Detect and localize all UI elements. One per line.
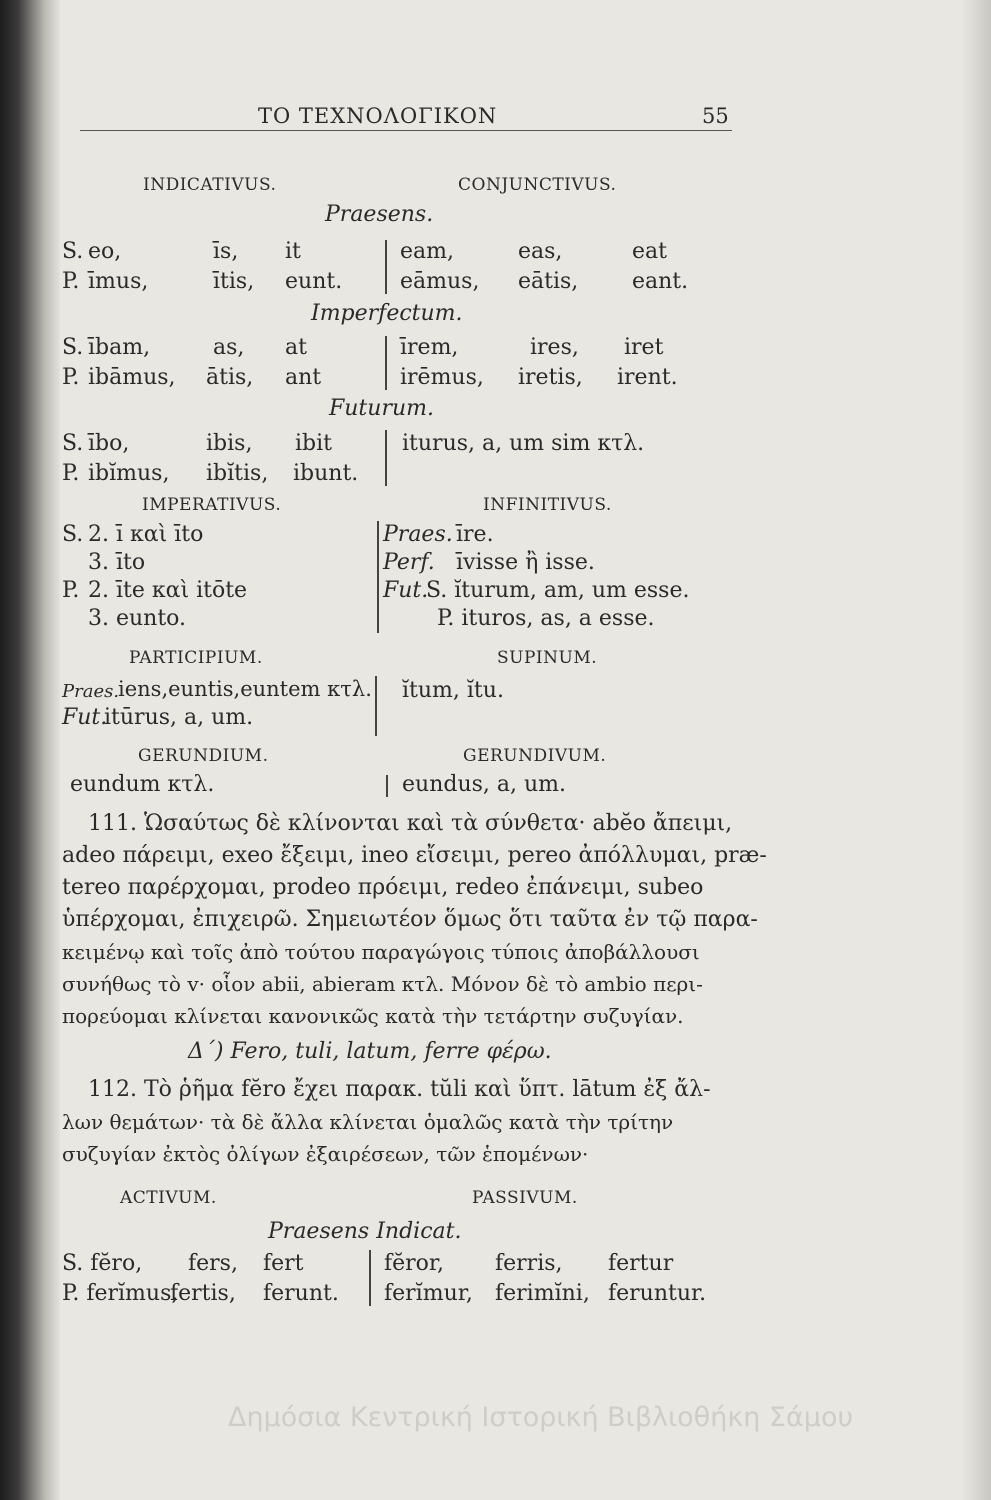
- form: iret: [624, 335, 664, 360]
- gerundivum-heading: GERUNDIVUM.: [463, 746, 607, 766]
- paragraph-line: συζυγίαν ἐκτὸς ὀλίγων ἐξαιρέσεων, τῶν ἑπομένων·: [62, 1142, 589, 1166]
- form: eundus, a, um.: [402, 772, 567, 797]
- form: ībam,: [88, 335, 151, 360]
- form: iens,euntis,euntem κτλ.: [118, 677, 372, 701]
- paragraph-line: πορεύομαι κλίνεται κανονικῶς κατὰ τὴν τετάρτην συζυγίαν.: [62, 1004, 684, 1028]
- section-heading: Δ΄) Fero, tuli, latum, ferre φέρω.: [188, 1039, 552, 1064]
- form: eant.: [632, 269, 689, 294]
- form: ibĭmus,: [88, 461, 170, 486]
- header-rule: [80, 130, 732, 131]
- form: ires,: [530, 335, 579, 360]
- form: fĕror,: [384, 1251, 445, 1276]
- column-divider: [386, 775, 388, 797]
- form: ferĭmur,: [384, 1281, 473, 1306]
- paragraph-line: συνήθως τὸ v· οἷον abii, abieram κτλ. Μόνον δὲ τὸ ambio περι-: [62, 972, 703, 996]
- form: eas,: [518, 239, 563, 264]
- form: fertis,: [170, 1281, 236, 1306]
- form: ībo,: [88, 431, 130, 456]
- conjunctivus-heading: CONJUNCTIVUS.: [458, 175, 617, 195]
- form: īvisse ἢ isse.: [456, 550, 595, 575]
- form: eunt.: [285, 269, 343, 294]
- page-number: 55: [702, 104, 729, 128]
- supinum-heading: SUPINUM.: [497, 648, 598, 668]
- label-plural: P.: [62, 365, 80, 390]
- form: īs,: [213, 239, 239, 264]
- indicativus-heading: INDICATIVUS.: [143, 175, 277, 195]
- form: ferris,: [495, 1251, 563, 1276]
- paragraph-line: 112. Τὸ ῥῆμα fĕro ἔχει παρακ. tŭli καὶ ὕπτ. lātum ἐξ ἄλ-: [88, 1077, 711, 1102]
- form: ātis,: [206, 365, 254, 390]
- column-divider: [385, 336, 387, 390]
- form: ibunt.: [293, 461, 359, 486]
- label-singular: S.: [62, 335, 84, 360]
- form: īrem,: [400, 335, 459, 360]
- paragraph-line: tereo παρέρχομαι, prodeo πρόειμι, redeo ἐπάνειμι, subeo: [62, 875, 704, 900]
- column-divider: [377, 521, 379, 633]
- form: feruntur.: [608, 1281, 707, 1306]
- form: as,: [213, 335, 245, 360]
- label-praes: Praes.: [62, 681, 120, 702]
- futurum-heading: Futurum.: [329, 396, 434, 421]
- form: īmus,: [88, 269, 149, 294]
- running-title: ΤΟ ΤΕΧΝΟΛΟΓΙΚΟΝ: [258, 104, 498, 128]
- form: eātis,: [518, 269, 579, 294]
- column-divider: [385, 430, 387, 486]
- paragraph-line: 111. Ὡσαύτως δὲ κλίνονται καὶ τὰ σύνθετα· abĕo ἄπειμι,: [88, 811, 733, 836]
- paragraph-line: λων θεμάτων· τὰ δὲ ἄλλα κλίνεται ὁμαλῶς κατὰ τὴν τρίτην: [62, 1110, 674, 1134]
- form: ferunt.: [263, 1281, 339, 1306]
- form: P. ferĭmus,: [62, 1281, 179, 1306]
- form: irēmus,: [400, 365, 484, 390]
- form: P. ituros, as, a esse.: [437, 606, 655, 631]
- imperativus-heading: IMPERATIVUS.: [142, 495, 282, 515]
- label-singular: S.: [62, 522, 84, 547]
- form: ibis,: [206, 431, 253, 456]
- form: īre.: [456, 522, 494, 547]
- label-plural: P.: [62, 578, 80, 603]
- form: iretis,: [518, 365, 583, 390]
- form: fertur: [608, 1251, 674, 1276]
- label-fut: Fut.: [62, 705, 108, 730]
- form: fers,: [188, 1251, 238, 1276]
- form: irent.: [617, 365, 678, 390]
- library-watermark: Δημόσια Κεντρική Ιστορική Βιβλιοθήκη Σάμου: [228, 1402, 854, 1433]
- label-singular: S.: [62, 431, 84, 456]
- form: eāmus,: [400, 269, 480, 294]
- praesens-indicat-heading: Praesens Indicat.: [268, 1219, 462, 1244]
- column-divider: [369, 1250, 371, 1306]
- paragraph-line: κειμένῳ καὶ τοῖς ἀπὸ τούτου παραγώγοις τύποις ἀποβάλλουσι: [62, 940, 700, 964]
- paragraph-line: ὑπέρχομαι, ἐπιχειρῶ. Σημειωτέον ὅμως ὅτι ταῦτα ἐν τῷ παρα-: [62, 907, 758, 932]
- label-praes: Praes.: [383, 522, 453, 547]
- infinitivus-heading: INFINITIVUS.: [483, 495, 612, 515]
- form: S. ĭturum, am, um esse.: [426, 578, 690, 603]
- form: 2. ī καὶ īto: [88, 522, 204, 547]
- imperfectum-heading: Imperfectum.: [311, 301, 463, 326]
- label-plural: P.: [62, 461, 80, 486]
- label-fut: Fut.: [383, 578, 429, 603]
- gerundium-heading: GERUNDIUM.: [138, 746, 269, 766]
- form: S. fĕro,: [62, 1251, 143, 1276]
- praesens-heading: Praesens.: [325, 202, 434, 227]
- form: ibĭtis,: [206, 461, 269, 486]
- form: fert: [263, 1251, 304, 1276]
- paragraph-line: adeo πάρειμι, exeo ἔξειμι, ineo εἴσειμι, pereo ἀπόλλυμαι, præ-: [62, 843, 767, 868]
- column-divider: [375, 676, 377, 736]
- form: itūrus, a, um.: [104, 705, 254, 730]
- form: iturus, a, um sim κτλ.: [402, 431, 645, 456]
- form: eo,: [88, 239, 122, 264]
- form: ferimĭni,: [495, 1281, 590, 1306]
- form: 3. īto: [88, 550, 146, 575]
- form: eat: [632, 239, 667, 264]
- activum-heading: ACTIVUM.: [120, 1188, 217, 1208]
- participium-heading: PARTICIPIUM.: [129, 648, 263, 668]
- form: ibit: [295, 431, 332, 456]
- label-singular: S.: [62, 239, 84, 264]
- label-perf: Perf.: [383, 550, 435, 575]
- form: ant: [285, 365, 322, 390]
- form: 2. īte καὶ itōte: [88, 578, 248, 603]
- form: ītis,: [213, 269, 255, 294]
- form: ibāmus,: [88, 365, 176, 390]
- form: eam,: [400, 239, 454, 264]
- form: eundum κτλ.: [70, 772, 215, 797]
- form: at: [285, 335, 307, 360]
- label-plural: P.: [62, 269, 80, 294]
- form: 3. eunto.: [88, 606, 187, 631]
- passivum-heading: PASSIVUM.: [472, 1188, 578, 1208]
- form: ĭtum, ĭtu.: [402, 678, 504, 703]
- form: it: [285, 239, 301, 264]
- column-divider: [385, 240, 387, 294]
